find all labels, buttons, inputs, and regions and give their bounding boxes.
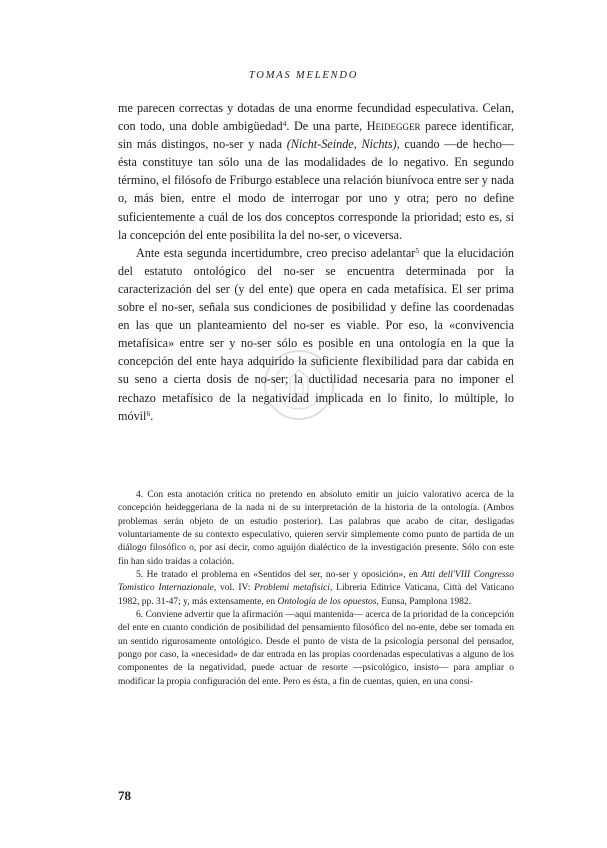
footnote-4: 4. Con esta anotación crítica no pretendo en absoluto emitir un juicio valorativo acerca de la concepción heideggeriana de la nada ni de su interpretación de la historia de la ontología. (Ambos problemas serán objeto de un estudio posterior). Las palabras que acabo de citar, desligadas voluntariamente de su contexto especulativo, quieren servir simplemente como punto de partida de un diálogo filosófico o, por así decir, como aguijón dialéctico de la investigación presente. Sólo con este fin han sido traídas a colación. [118,490,514,567]
main-text [118,99,514,425]
name-heidegger: Heidegger [366,119,421,134]
running-head: TOMAS MELENDO [248,70,359,81]
footnote-6: 6. Conviene advertir que la afirmación —aquí mantenida— acerca de la prioridad de la concepción del ente en cuanto condición de posibilidad del pensamiento filosófico del no-ente, debe ser tomada en un sentido rigurosamente ontológico. Desde el punto de vista de la psicología personal del pensador, pongo por caso, la «necesidad» de dar entrada en las propias coordenadas especulativas a alguno de los componentes de la negatividad, puede actuar de resorte —psicológico, insisto— para ampliar o modificar la propia configuración del ente. Pero es ésta, a fin de cuentas, quien, en una consi- [118,610,514,687]
footnote-ref-4: 4 [282,118,287,128]
paragraph-2: Ante esta segunda incertidumbre, creo preciso adelantar$^5$ que la elucidación del estatuto ontológico del no-ser se encuentra determinada por la caracterización del ser (y del ente) que opera en cada metafísica. El ser prima sobre el no-ser, señala sus condiciones de posibilidad y define las coordenadas en las que un planteamiento del no-ser es viable. Por eso, la «convivencia metafísica» entre ser y no-ser sólo es posible en una ontología en la que la concepción del ente haya adquirido la suficiente flexibilidad para dar cabida en su seno a cierta dosis de no-ser; la ductilidad necesaria para no imponer el rechazo metafísico de la negatividad implicada en lo finito, lo múltiple, lo móvil$^6$. [118,245,514,423]
footnote-ref-5: 5 [415,245,420,255]
page-number: 78 [118,788,131,803]
paragraph-1: me parecen correctas y dotadas de una enorme fecundidad especulativa. Celan, con todo, una doble ambigüedad$^4$. De una parte, Heidegger parece identificar, sin más distingos, no-ser y nada (Nicht-Seinde, Nichts), cuando —de hecho— ésta constituye tan sólo una de las modalidades de lo negativo. En segundo término, el filósofo de Friburgo establece una relación biunívoca entre ser y nada o, más bien, entre el modo de interrogar por uno y otra; pero no define suficientemente a cuál de los dos conceptos corresponde la prioridad; esto es, si la concepción del ente posibilita la del no-ser, o viceversa. [118,101,514,242]
footnote-ref-6: 6 [146,408,151,418]
footnotes [118,489,514,689]
german-terms: (Nicht-Seinde, Nichts) [286,137,397,152]
footnote-5: 5. He tratado el problema en «Sentidos del ser, no-ser y oposición», en Atti dell'VIII Congresso Tomistico Internazionale, vol. IV: Problemi metafisici, Libreria Editrice Vaticana, Città del Vaticano 1982, pp. 31-47; y, más extensamente, en Ontología de los opuestos, Eunsa, Pamplona 1982. [118,570,514,607]
